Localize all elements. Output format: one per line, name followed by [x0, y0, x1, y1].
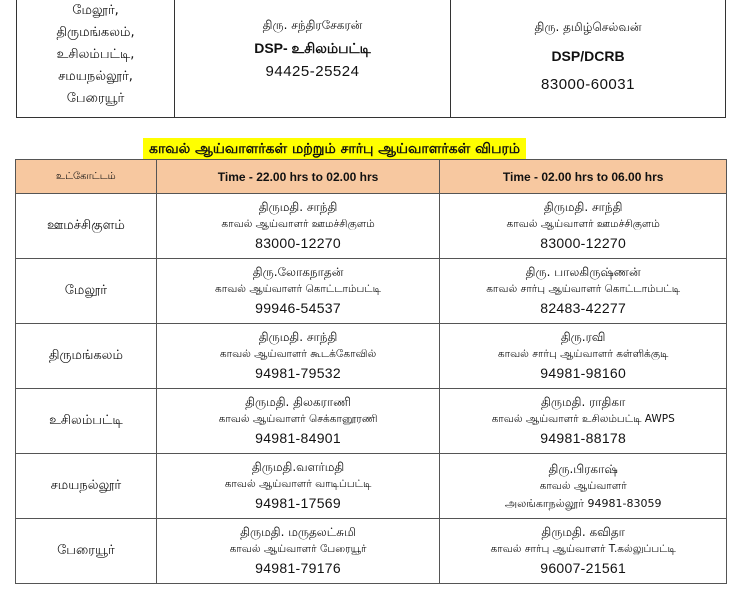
header-subdivision: உட்கோட்டம் — [16, 160, 157, 194]
officer-name: திரு.ரவி — [560, 330, 606, 344]
officer-phone: 83000-12270 — [255, 235, 341, 251]
officer-phone: 94981-98160 — [540, 365, 627, 381]
table-row — [16, 454, 727, 519]
district-list — [17, 0, 174, 110]
officer-role: காவல் சார்பு ஆய்வாளர் கள்ளிக்குடி — [497, 348, 669, 360]
officer-role: காவல் ஆய்வாளர் பேரையூர் — [229, 543, 367, 555]
officer-role-phone: அலங்காநல்லூர் 94981-83059 — [504, 496, 662, 510]
shift1-cell — [156, 454, 440, 519]
shift1-cell — [156, 389, 440, 454]
district-list-cell — [17, 0, 175, 117]
officer-name: திருமதி. திலகராணி — [245, 395, 351, 409]
officer-role: காவல் சார்பு ஆய்வாளர் கொட்டாம்பட்டி — [486, 283, 681, 295]
officer2-designation: DSP/DCRB — [551, 48, 625, 64]
officer1-cell — [175, 0, 451, 117]
shift1-cell — [156, 194, 440, 259]
section-heading: காவல் ஆய்வாளர்கள் மற்றும் சார்பு ஆய்வாளர்கள் விபரம் — [143, 138, 526, 160]
officer-phone: 94981-88178 — [540, 430, 627, 446]
officer-name: திருமதி.வளர்மதி — [251, 460, 345, 474]
subdivision-name: மேலூர் — [16, 259, 157, 324]
shift2-cell — [440, 519, 727, 584]
shift2-cell — [440, 324, 727, 389]
officer-role: காவல் ஆய்வாளர் — [539, 479, 627, 492]
officer-name: திருமதி. சாந்தி — [258, 200, 338, 214]
officer-phone: 94981-79532 — [255, 365, 341, 381]
officer-name: திருமதி. ராதிகா — [541, 395, 626, 409]
officer1-phone: 94425-25524 — [265, 63, 360, 80]
district-item: பேரையூர் — [66, 91, 125, 106]
shift2-cell — [440, 389, 727, 454]
table-row — [16, 519, 727, 584]
subdivision-name: திருமங்கலம் — [16, 324, 157, 389]
shift1-cell — [156, 519, 440, 584]
officer-name: திரு.பிரகாஷ் — [548, 461, 618, 476]
officer-name: திருமதி. மருதலட்சுமி — [240, 525, 356, 539]
officer-role: காவல் ஆய்வாளர் ஊமச்சிகுளம் — [221, 218, 375, 230]
officer1-name: திரு. சந்திரசேகரன் — [262, 18, 363, 32]
officer-phone: 99946-54537 — [255, 300, 341, 316]
district-item: உசிலம்பட்டி, — [56, 47, 135, 62]
officer-phone: 94981-17569 — [255, 495, 341, 511]
officer-name: திருமதி. கவிதா — [541, 525, 625, 539]
shift1-cell — [156, 324, 440, 389]
header-shift2: Time - 02.00 hrs to 06.00 hrs — [440, 160, 727, 194]
officer-role: காவல் ஆய்வாளர் செக்கானூரணி — [218, 413, 378, 425]
officer-phone: 83000-12270 — [540, 235, 627, 251]
officer-role: காவல் ஆய்வாளர் வாடிப்பட்டி — [224, 478, 372, 490]
shift1-cell — [156, 259, 440, 324]
officer-schedule-table — [15, 159, 727, 584]
officer-phone: 96007-21561 — [540, 560, 627, 576]
table-row — [16, 259, 727, 324]
header-shift1: Time - 22.00 hrs to 02.00 hrs — [156, 160, 440, 194]
table-row — [16, 194, 727, 259]
top-officer-table — [16, 0, 726, 118]
shift2-cell — [440, 259, 727, 324]
officer-role: காவல் சார்பு ஆய்வாளர் T.கல்லுப்பட்டி — [490, 543, 676, 555]
officer-name: திருமதி. சாந்தி — [543, 200, 623, 214]
table-row — [16, 389, 727, 454]
subdivision-name: உசிலம்பட்டி — [16, 389, 157, 454]
officer2-phone: 83000-60031 — [541, 76, 635, 93]
shift2-cell — [440, 194, 727, 259]
officer2-cell — [451, 0, 725, 117]
subdivision-name: ஊமச்சிகுளம் — [16, 194, 157, 259]
officer1-designation: DSP- உசிலம்பட்டி — [254, 40, 371, 56]
district-item: திருமங்கலம், — [56, 25, 135, 40]
officer-role: காவல் ஆய்வாளர் ஊமச்சிகுளம் — [506, 218, 660, 230]
officer-phone: 82483-42277 — [540, 300, 627, 316]
district-item: சமயநல்லூர், — [58, 69, 133, 84]
officer-role: காவல் ஆய்வாளர் கொட்டாம்பட்டி — [215, 283, 382, 295]
officer2-name: திரு. தமிழ்செல்வன் — [534, 20, 642, 34]
district-item: மேலூர், — [72, 3, 119, 18]
officer-role: காவல் ஆய்வாளர் உசிலம்பட்டி AWPS — [491, 413, 675, 425]
officer-phone: 94981-79176 — [255, 560, 341, 576]
subdivision-name: சமயநல்லூர் — [16, 454, 157, 519]
shift2-cell — [440, 454, 727, 519]
officer-role: காவல் ஆய்வாளர் கூடக்கோவில் — [219, 348, 377, 360]
officer-name: திரு. பாலகிருஷ்ணன் — [525, 265, 641, 279]
officer-name: திருமதி. சாந்தி — [258, 330, 338, 344]
table-header-row — [16, 160, 727, 194]
officer-phone: 94981-84901 — [255, 430, 341, 446]
officer-name: திரு.லோகநாதன் — [252, 265, 344, 279]
subdivision-name: பேரையூர் — [16, 519, 157, 584]
table-row — [16, 324, 727, 389]
